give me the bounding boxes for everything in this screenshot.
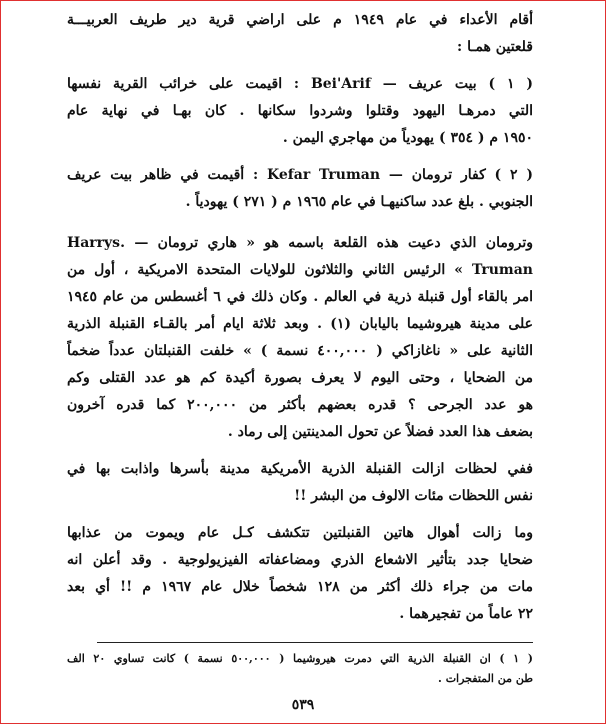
- text-line: الثانية على « ناغازاكي ( ٤٠٠,٠٠٠ نسمة ) » خلفت القنبلتان عدداً ضخماً: [67, 343, 533, 359]
- text-line: التي دمرهـا اليهود وقتلوا وشردوا سكانها . كان بهـا في نهاية عام: [67, 103, 533, 119]
- body-text: [67, 7, 533, 638]
- footnote-line: طن من المتفجرات .: [438, 672, 533, 685]
- paragraph-kefar-truman: [67, 162, 533, 216]
- text-line: هو عدد الجرحى ؟ قدره بعضهم بأكثر من ٢٠٠,٠٠٠ كما قدره آخرون: [67, 397, 533, 413]
- paragraph-beit-arif: [67, 71, 533, 152]
- text-line: نفس اللحظات مئات الالوف من البشر !!: [294, 488, 533, 504]
- footnote-line: ( ١ ) ان القنبلة الذرية التي دمرت هيروشيما ( ٥٠٠,٠٠٠ نسمة ) كانت تساوي ٢٠ الف: [67, 652, 533, 665]
- text-line: ١٩٥٠ م ( ٣٥٤ ) يهودياً من مهاجري اليمن .: [282, 130, 533, 146]
- paragraph-truman: [67, 230, 533, 446]
- text-line: ضحايا جدد بتأثير الاشعاع الذري ومضاعفاته الفيزيولوجية . وقد أعلن انه: [67, 552, 533, 568]
- text-line: مات من جراء ذلك أكثر من ١٢٨ شخصاً خلال عام ١٩٦٧ م !! أي بعد: [67, 579, 533, 595]
- text-line: من الضحايا ، وحتى اليوم لا يعرف بصورة أكيدة كم هو عدد القتلى وكم: [67, 370, 533, 386]
- text-line: امر بالقاء أول قنبلة ذرية في العالم . وكان ذلك في ٦ أغسطس من عام ١٩٤٥: [67, 289, 533, 305]
- footnote-divider: [97, 642, 533, 643]
- text-line: ٢٢ عاماً من تفجيرهما .: [399, 606, 533, 622]
- text-line: وترومان الذي دعيت هذه القلعة باسمه هو « هاري ترومان — .Harrys: [67, 235, 533, 251]
- text-line: Truman » الرئيس الثاني والثلاثون للولايات المتحدة الامريكية ، أول من: [67, 262, 533, 278]
- paragraph-intro: [67, 7, 533, 61]
- paragraph-horrors: [67, 520, 533, 628]
- text-line: ( ١ ) بيت عريف — Bei'Arif : اقيمت على خرائب القرية نفسها: [67, 76, 533, 92]
- page-number: ٥٣٩: [291, 697, 315, 713]
- text-line: الجنوبي . بلغ عدد ساكنيهـا في عام ١٩٦٥ م ( ٢٧١ ) يهودياً .: [185, 194, 533, 210]
- text-line: على مدينة هيروشيما باليابان (١) . وبعد ثلاثة ايام أمر بالقـاء القنبلة الذرية: [67, 316, 533, 332]
- text-line: بضعف هذا العدد فضلاً عن تحول المدينتين إلى رماد .: [227, 424, 533, 440]
- text-line: ففي لحظات ازالت القنبلة الذرية الأمريكية مدينة بأسرها واذابت بها في: [67, 461, 533, 477]
- text-line: أقام الأعداء في عام ١٩٤٩ م على اراضي قرية دير طريف العربيـــة: [67, 12, 533, 28]
- text-line: ( ٢ ) كفار ترومان — Kefar Truman : أقيمت في ظاهر بيت عريف: [67, 167, 533, 183]
- text-line: وما زالت أهوال هاتين القنبلتين تتكشف كـل عام ويموت من عذابها: [67, 525, 533, 541]
- footnote: [67, 649, 533, 689]
- text-line: قلعتين همـا :: [457, 39, 533, 55]
- paragraph-moments: [67, 456, 533, 510]
